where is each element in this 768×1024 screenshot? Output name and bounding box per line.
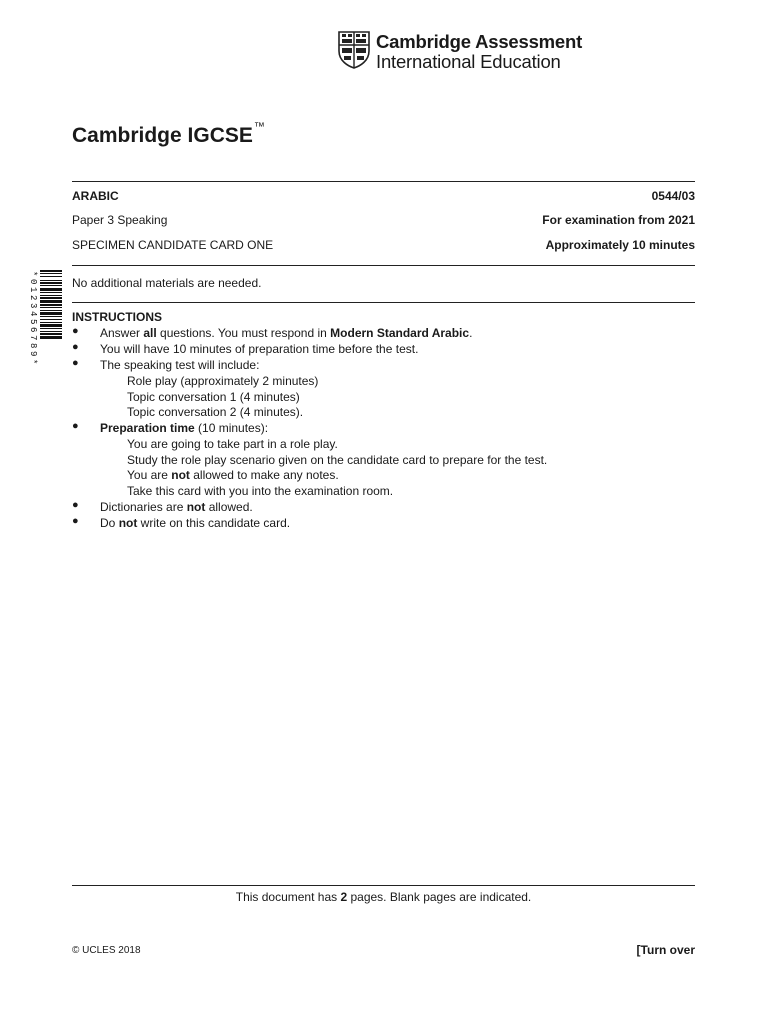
trademark: ™ — [253, 121, 265, 133]
copyright: © UCLES 2018 — [72, 945, 141, 956]
instructions-heading: INSTRUCTIONS — [72, 310, 162, 324]
university-crest-icon — [338, 31, 370, 69]
bullet: ● — [72, 420, 79, 432]
barcode — [28, 270, 62, 396]
bullet: ● — [72, 325, 79, 337]
instruction-subitem: Topic conversation 1 (4 minutes) — [127, 390, 300, 404]
instruction-subitem: You are going to take part in a role play. — [127, 437, 338, 451]
barcode-bar — [40, 300, 62, 303]
barcode-bar — [40, 316, 62, 317]
barcode-bar — [40, 280, 62, 281]
barcode-bar — [40, 328, 62, 329]
barcode-bar — [40, 319, 62, 320]
subject-row — [72, 189, 695, 205]
instruction-subitem: Take this card with you into the examination room. — [127, 484, 394, 498]
barcode-bar — [40, 285, 62, 286]
instruction-subitem: You are not allowed to make any notes. — [127, 468, 339, 482]
divider-top — [72, 181, 695, 182]
barcode-bar — [40, 324, 62, 327]
card-row — [72, 238, 695, 254]
barcode-bar — [40, 322, 62, 323]
divider-mid-2 — [72, 302, 695, 303]
barcode-bar — [40, 333, 62, 335]
card-name: SPECIMEN CANDIDATE CARD ONE — [72, 238, 274, 252]
barcode-bar — [40, 297, 62, 299]
turn-over: [Turn over — [636, 943, 695, 957]
cambridge-logo — [338, 31, 588, 71]
subject: ARABIC — [72, 189, 119, 203]
exam-from: For examination from 2021 — [542, 213, 695, 227]
barcode-bar — [40, 282, 62, 284]
barcode-text: *0123456789* — [28, 271, 38, 368]
barcode-bar — [40, 273, 62, 274]
bullet: ● — [72, 515, 79, 527]
barcode-bar — [40, 295, 62, 296]
instruction-subitem: Topic conversation 2 (4 minutes). — [127, 405, 304, 419]
materials-note: No additional materials are needed. — [72, 276, 262, 290]
bullet: ● — [72, 499, 79, 511]
barcode-bar — [40, 331, 62, 332]
bullet: ● — [72, 357, 79, 369]
paper-row — [72, 213, 695, 229]
barcode-bar — [40, 304, 62, 306]
barcode-bar — [40, 307, 62, 308]
barcode-bar — [40, 310, 62, 311]
paper-code: 0544/03 — [651, 189, 695, 203]
paper-name: Paper 3 Speaking — [72, 213, 168, 227]
barcode-graphic — [28, 270, 62, 396]
barcode-bar — [40, 270, 62, 272]
barcode-bar — [40, 288, 62, 291]
logo-line-1: Cambridge Assessment — [376, 31, 583, 52]
barcode-bar — [40, 292, 62, 293]
duration: Approximately 10 minutes — [545, 238, 695, 252]
divider-mid-1 — [72, 265, 695, 266]
qualification-title: Cambridge IGCSE™ — [72, 121, 265, 147]
bullet: ● — [72, 341, 79, 353]
instruction-subitem: Role play (approximately 2 minutes) — [127, 374, 319, 388]
barcode-bar — [40, 336, 62, 339]
page-count-note: This document has 2 pages. Blank pages are indicated. — [235, 890, 532, 904]
barcode-bar — [40, 276, 62, 277]
logo-line-2: International Education — [376, 51, 561, 72]
instruction-subitem: Study the role play scenario given on the candidate card to prepare for the test. — [127, 453, 548, 467]
divider-footer — [72, 885, 695, 886]
barcode-bar — [40, 312, 62, 315]
